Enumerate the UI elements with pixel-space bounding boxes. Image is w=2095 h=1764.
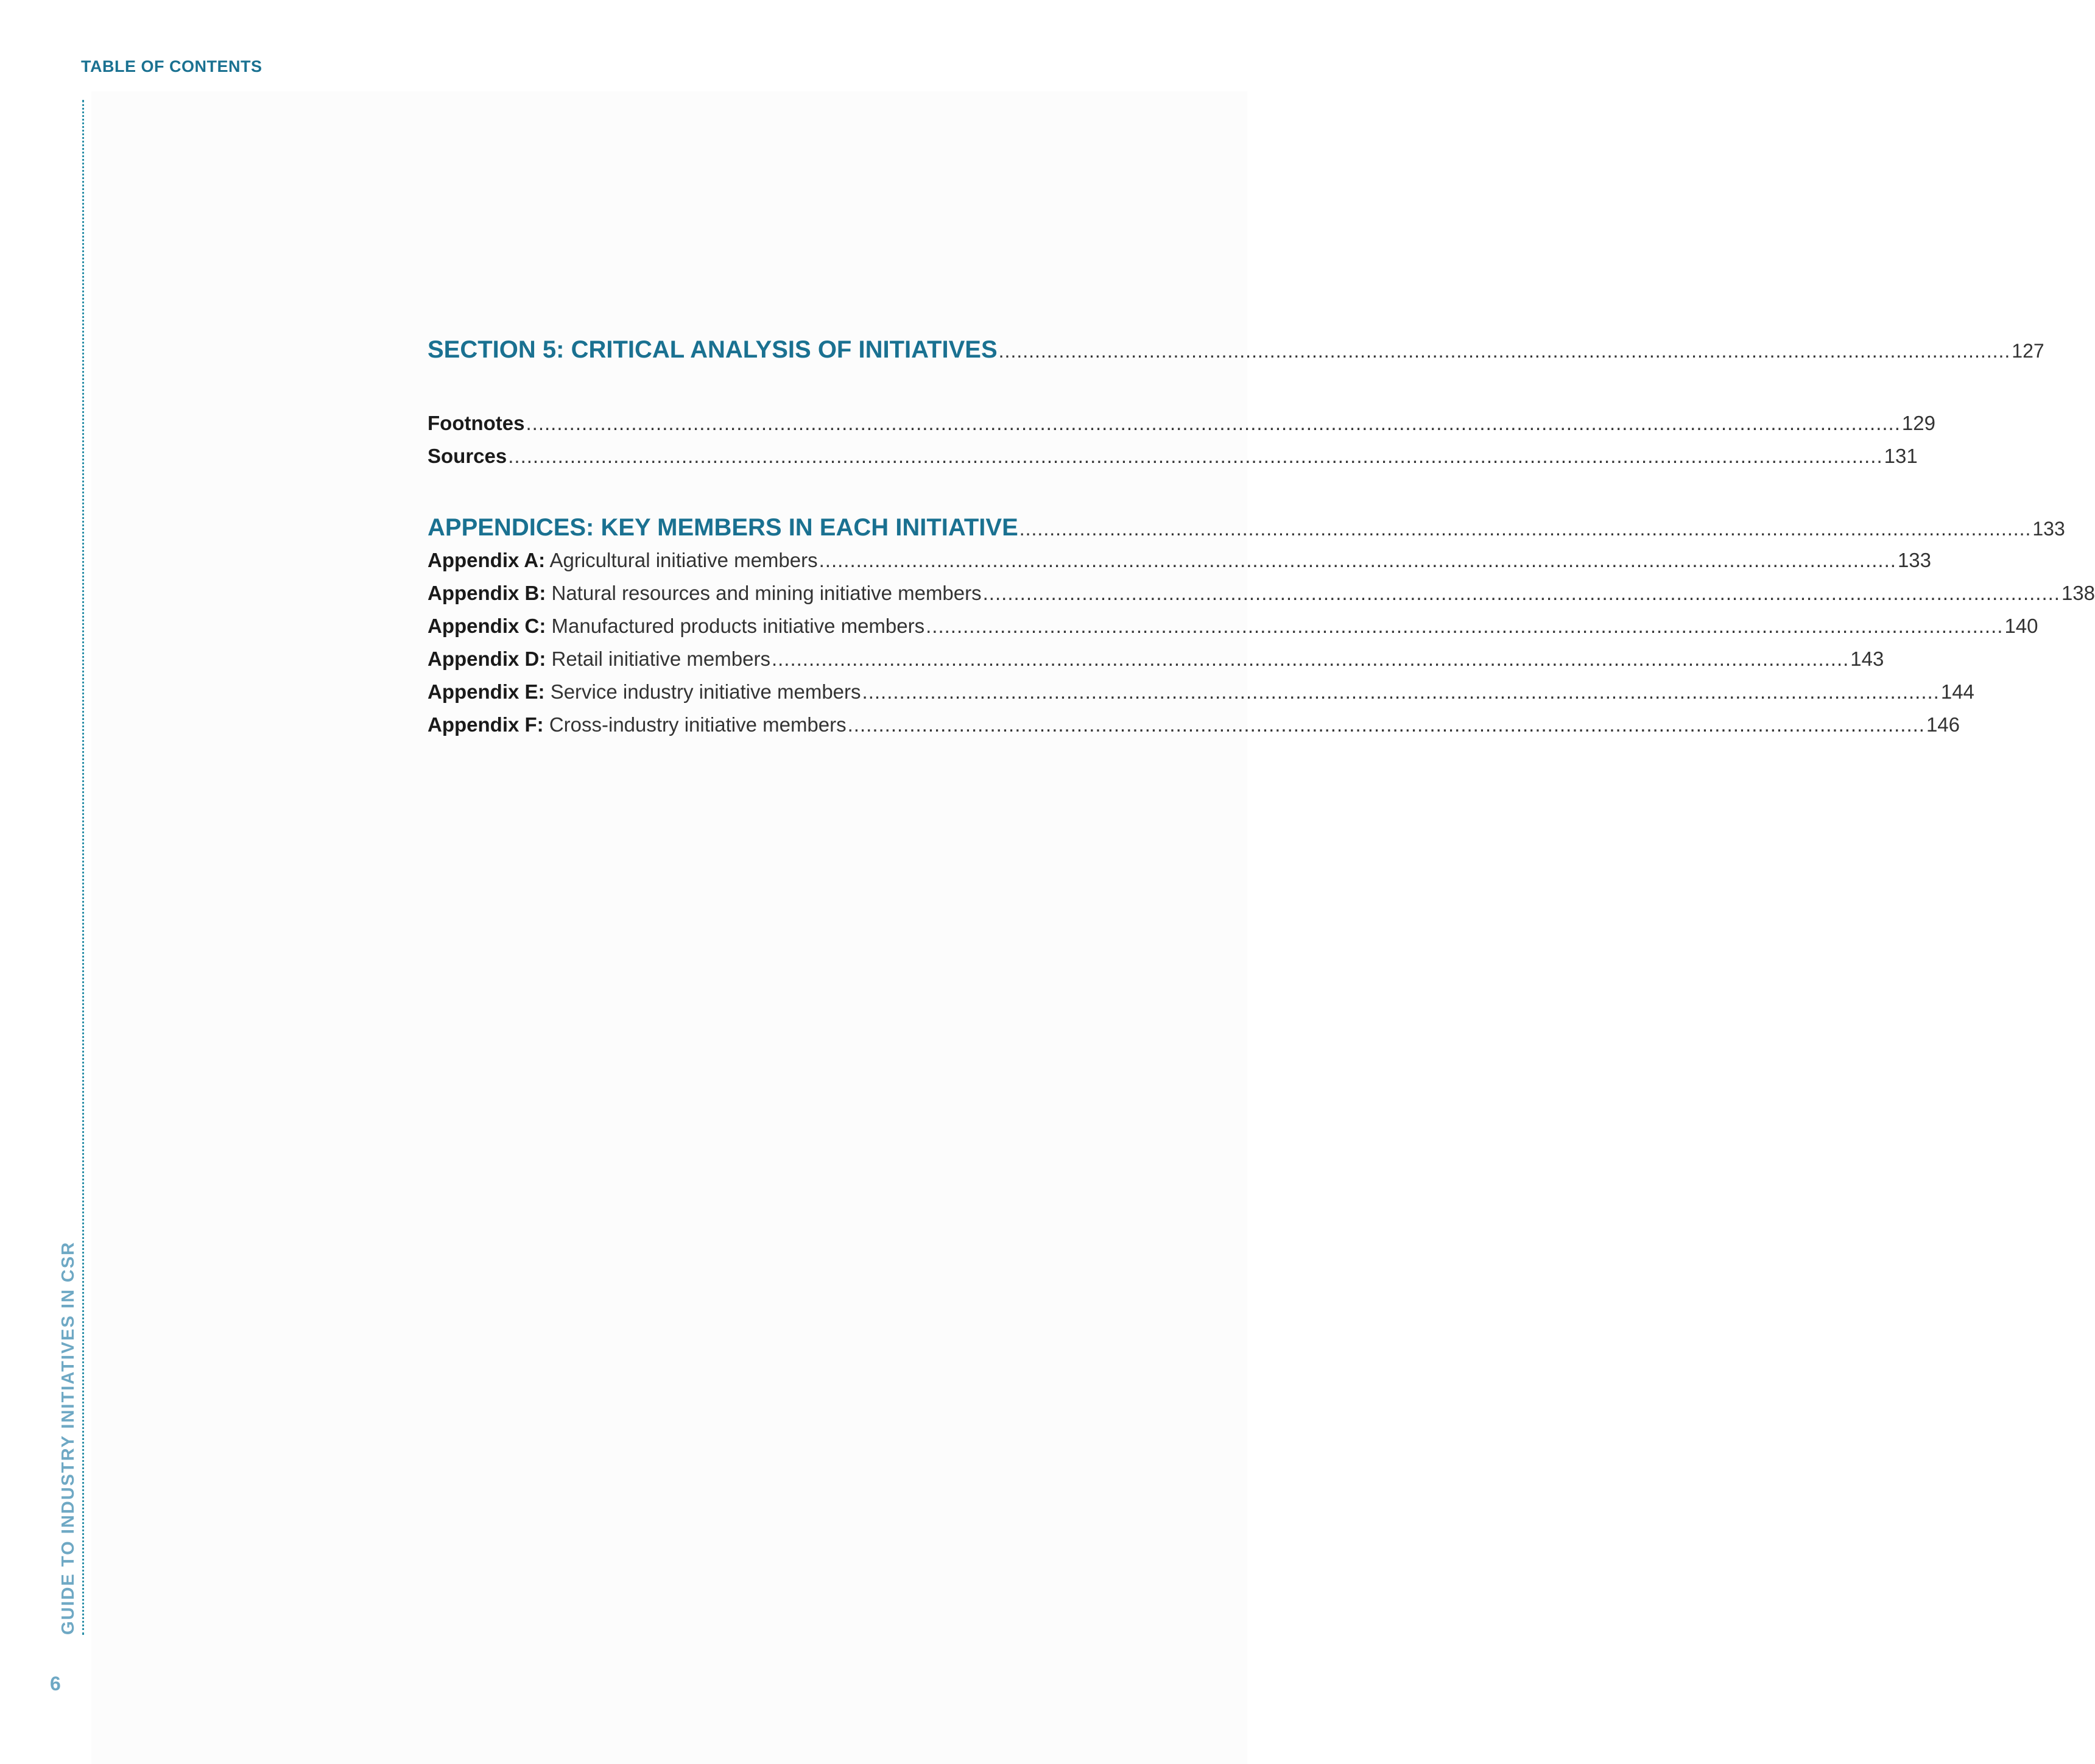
toc-section-5 — [428, 336, 2044, 364]
dot-leader: .............................................................................................................................................................................. — [926, 615, 2004, 637]
toc-entry-text: Cross-industry initiative members — [549, 713, 847, 736]
dot-leader: .............................................................................................................................................................................................................................. — [526, 412, 1901, 434]
toc-page-number: 138 — [2061, 582, 2095, 604]
dot-leader: .............................................................................................................................................................................. — [862, 680, 1940, 703]
toc-row-footnotes[interactable] — [428, 412, 1935, 435]
toc-entry-text: Retail initiative members — [551, 647, 770, 670]
toc-row-sources[interactable] — [428, 445, 1918, 468]
toc-page-number: 133 — [1897, 549, 1931, 571]
toc-row-appendix-d[interactable] — [428, 647, 1884, 671]
dot-leader: ........................................................................................................................................................................ — [1019, 518, 2032, 540]
toc-entry-prefix: Appendix C: — [428, 615, 546, 637]
toc-entry-text: Service industry initiative members — [550, 680, 861, 703]
dot-leader: .............................................................................................................................................................................................................................. — [508, 445, 1883, 467]
toc-entry-prefix: Appendix F: — [428, 713, 544, 736]
toc-entry-text: Agricultural initiative members — [549, 549, 818, 571]
dot-leader: .............................................................................................................................................................................. — [847, 713, 1925, 736]
sidebar-document-title: GUIDE TO INDUSTRY INITIATIVES IN CSR — [58, 1241, 78, 1635]
page-number: 6 — [50, 1673, 61, 1695]
toc-notes — [428, 412, 1935, 468]
toc-page-number: 133 — [2032, 518, 2065, 540]
toc-row-appendices[interactable] — [428, 514, 2065, 542]
toc-entry-prefix: Appendix E: — [428, 680, 545, 703]
toc-row-appendix-c[interactable] — [428, 615, 2038, 638]
dot-leader: .............................................................................................................................................................................. — [771, 647, 1850, 670]
toc-page-number: 144 — [1940, 680, 1974, 703]
toc-page-number: 131 — [1884, 445, 1918, 467]
toc-page-number: 129 — [1901, 412, 1935, 434]
side-dotted-rule — [82, 100, 84, 1635]
toc-row-appendix-e[interactable] — [428, 680, 1974, 704]
toc-section-title: APPENDICES: KEY MEMBERS IN EACH INITIATIVE — [428, 514, 1018, 541]
toc-row-appendix-f[interactable] — [428, 713, 1960, 736]
toc-entry-prefix: Appendix D: — [428, 647, 546, 670]
toc-row-appendix-b[interactable] — [428, 582, 2095, 605]
toc-page-number: 146 — [1926, 713, 1960, 736]
toc-section-title: SECTION 5: CRITICAL ANALYSIS OF INITIATIVES — [428, 336, 998, 363]
toc-entry-prefix: Appendix B: — [428, 582, 546, 604]
toc-appendices — [428, 514, 2095, 736]
toc-row-appendix-a[interactable] — [428, 549, 1931, 572]
toc-page-number: 127 — [2012, 340, 2044, 362]
toc-page-number: 140 — [2004, 615, 2038, 637]
toc-entry-label: Sources — [428, 445, 507, 467]
dot-leader: ........................................................................................................................................................................ — [998, 340, 2011, 362]
toc-row-section-5[interactable] — [428, 336, 2044, 364]
dot-leader: .............................................................................................................................................................................. — [982, 582, 2060, 604]
toc-entry-label: Footnotes — [428, 412, 525, 434]
toc-page-number: 143 — [1850, 647, 1884, 670]
toc-entry-text: Natural resources and mining initiative members — [551, 582, 982, 604]
dot-leader: .............................................................................................................................................................................. — [819, 549, 1896, 571]
toc-entry-text: Manufactured products initiative members — [551, 615, 925, 637]
toc-entry-prefix: Appendix A: — [428, 549, 546, 571]
running-header: TABLE OF CONTENTS — [81, 57, 262, 76]
